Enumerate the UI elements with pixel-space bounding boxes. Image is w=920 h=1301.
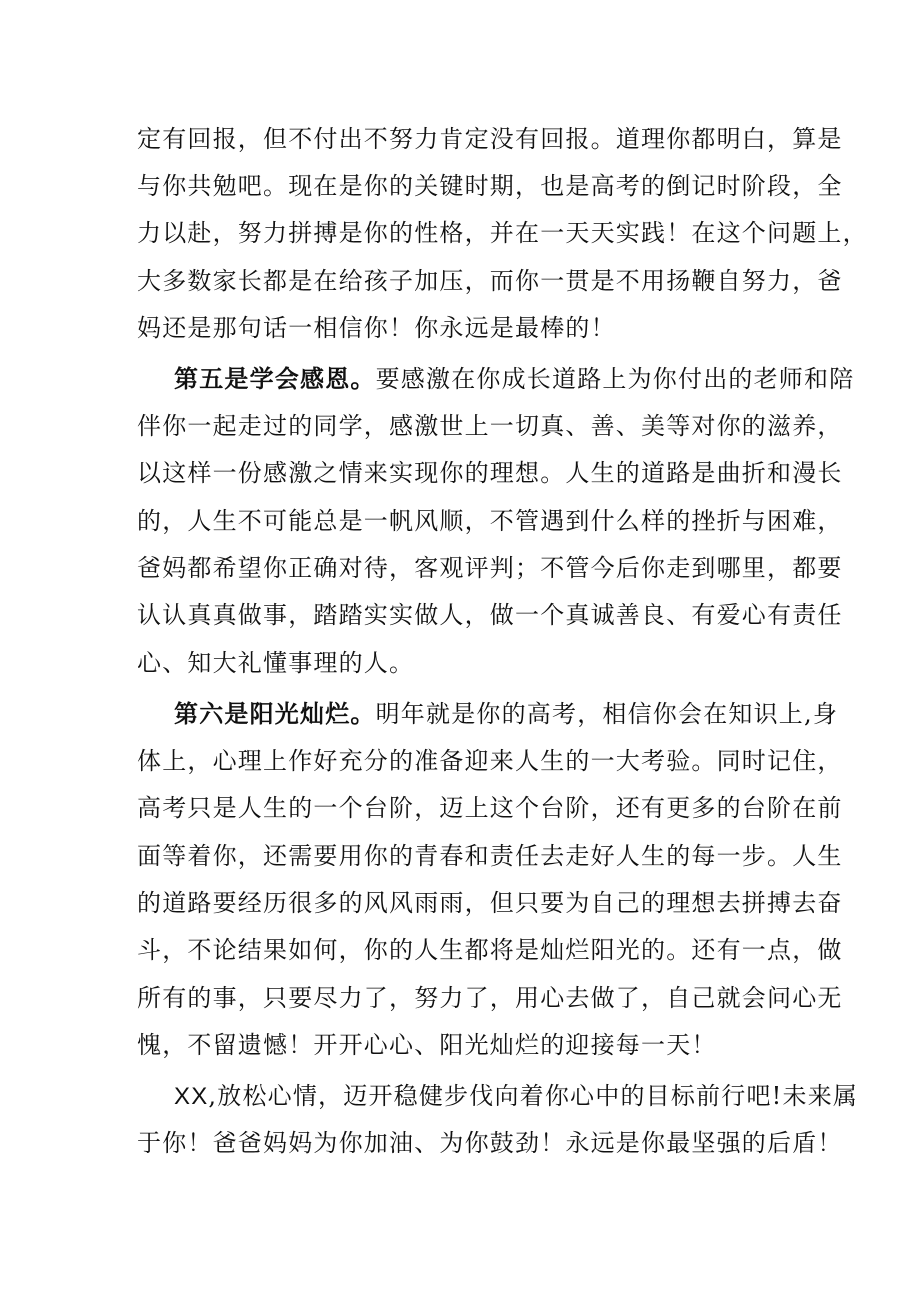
- paragraph-3-line-6: 斗，不论结果如何，你的人生都将是灿烂阳光的。还有一点，做: [137, 936, 843, 964]
- paragraph-4-line-1: [174, 1073, 859, 1119]
- paragraph-2-line-5: 爸妈都希望你正确对待，客观评判；不管今后你走到哪里，都要: [137, 554, 843, 582]
- paragraph-2-line-4: 的，人生不可能总是一帆风顺，不管遇到什么样的挫折与困难，: [137, 507, 843, 535]
- paragraph-4-line-1-text: ,放松心情，迈开稳健步伐向着你心中的目标前行吧!未来属: [208, 1082, 859, 1110]
- paragraph-2-line-3: 以这样一份感激之情来实现你的理想。人生的道路是曲折和漫长: [137, 459, 843, 487]
- paragraph-3-line-4: 面等着你，还需要用你的青春和责任去走好人生的每一步。人生: [137, 842, 843, 870]
- paragraph-2-heading: 第五是学会感恩。: [174, 365, 376, 393]
- paragraph-3-line-8: 愧，不留遗憾！开开心心、阳光灿烂的迎接每一天！: [137, 1031, 717, 1059]
- paragraph-3-line-1-text: 明年就是你的高考，相信你会在知识上,身: [375, 700, 839, 728]
- paragraph-3-line-1: [174, 691, 839, 737]
- paragraph-2-line-1: [174, 356, 855, 402]
- paragraph-3-heading: 第六是阳光灿烂。: [174, 700, 376, 728]
- paragraph-4-line-2: 于你！爸爸妈妈为你加油、为你鼓劲！永远是你最坚强的后盾！: [137, 1129, 843, 1157]
- paragraph-1-line-2: 与你共勉吧。现在是你的关键时期，也是高考的倒记时阶段，全: [137, 172, 843, 200]
- paragraph-3-line-3: 高考只是人生的一个台阶，迈上这个台阶，还有更多的台阶在前: [137, 794, 843, 822]
- paragraph-3-line-7: 所有的事，只要尽力了，努力了，用心去做了，自己就会问心无: [137, 984, 843, 1012]
- paragraph-1-line-1: 定有回报，但不付出不努力肯定没有回报。道理你都明白，算是: [137, 125, 843, 153]
- paragraph-1-line-3: 力以赴，努力拼搏是你的性格，并在一天天实践！在这个问题上，: [137, 219, 868, 247]
- paragraph-4-name: XX: [174, 1083, 209, 1110]
- paragraph-1-line-4: 大多数家长都是在给孩子加压，而你一贯是不用扬鞭自努力，爸: [137, 267, 843, 295]
- paragraph-2-line-1-text: 要感激在你成长道路上为你付出的老师和陪: [375, 365, 855, 393]
- paragraph-2-line-7: 心、知大礼懂事理的人。: [137, 649, 415, 677]
- paragraph-2-line-2: 伴你一起走过的同学，感激世上一切真、善、美等对你的滋养，: [137, 412, 843, 440]
- paragraph-1-line-5: 妈还是那句话一相信你！你永远是最棒的！: [137, 314, 616, 342]
- paragraph-3-line-2: 体上，心理上作好充分的准备迎来人生的一大考验。同时记住，: [137, 747, 843, 775]
- paragraph-2-line-6: 认认真真做事，踏踏实实做人，做一个真诚善良、有爱心有责任: [137, 601, 843, 629]
- paragraph-3-line-5: 的道路要经历很多的风风雨雨，但只要为自己的理想去拼搏去奋: [137, 889, 843, 917]
